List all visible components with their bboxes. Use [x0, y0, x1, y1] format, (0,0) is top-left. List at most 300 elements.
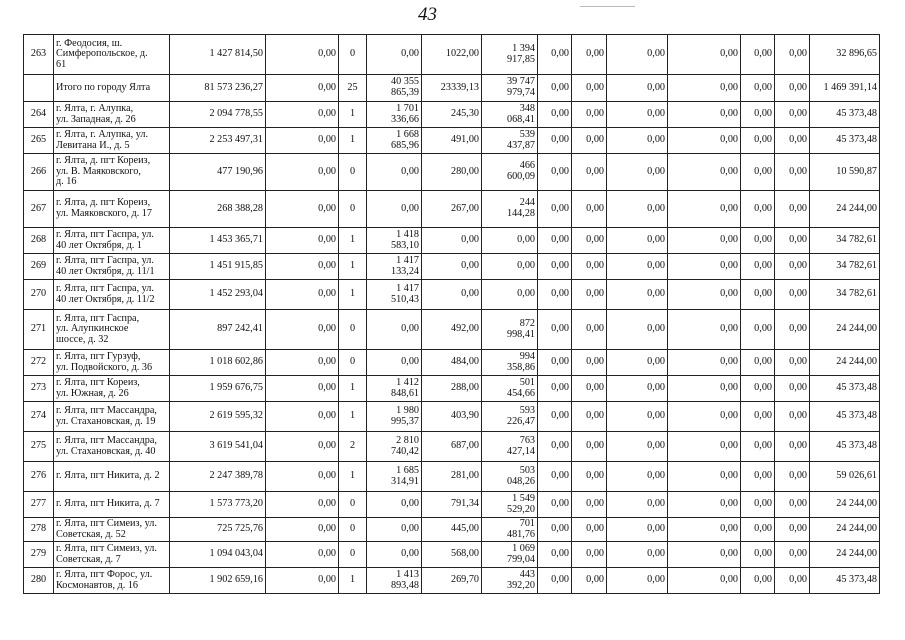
- value-cell: [538, 492, 572, 518]
- value-cell-text: 0,00: [754, 323, 772, 335]
- table-row: [24, 350, 880, 376]
- value-cell-text: 0,00: [647, 288, 665, 300]
- table-row: [24, 518, 880, 542]
- value-cell: [266, 402, 339, 432]
- value-cell: [367, 191, 422, 228]
- value-cell-text: 0,00: [754, 81, 772, 93]
- value-cell: [607, 402, 668, 432]
- value-cell-text: 1 685 314,91: [390, 464, 419, 487]
- table-row: [24, 568, 880, 594]
- row-number: [24, 128, 54, 154]
- count-cell: [339, 35, 367, 75]
- value-cell-text: 0,00: [517, 234, 535, 246]
- value-cell-text: 24 244,00: [836, 498, 877, 510]
- value-cell-text: 0,00: [789, 470, 807, 482]
- address-cell: [54, 492, 170, 518]
- value-cell: [775, 350, 810, 376]
- value-cell: [422, 462, 482, 492]
- count-cell: [339, 492, 367, 518]
- value-cell: [482, 376, 538, 402]
- subtotal-row: [24, 75, 880, 102]
- value-cell-text: 24 244,00: [836, 202, 877, 214]
- count-cell-text: 2: [349, 440, 356, 452]
- value-cell: [367, 492, 422, 518]
- value-cell-text: 0,00: [789, 165, 807, 177]
- value-cell: [810, 350, 880, 376]
- value-cell: [266, 228, 339, 254]
- value-cell-text: 0,00: [586, 81, 604, 93]
- value-cell-text: 0,00: [789, 202, 807, 214]
- value-cell-text: 0,00: [586, 548, 604, 560]
- value-cell: [538, 35, 572, 75]
- value-cell: [741, 254, 775, 280]
- value-cell-text: 0,00: [461, 234, 479, 246]
- total-amount-cell: [170, 191, 266, 228]
- value-cell: [668, 518, 741, 542]
- value-cell: [572, 75, 607, 102]
- count-cell-text: 1: [349, 234, 356, 246]
- count-cell-text: 1: [349, 134, 356, 146]
- address-cell-text: г. Ялта, пгт Кореиз, ул. Южная, д. 26: [56, 376, 140, 399]
- value-cell: [572, 432, 607, 462]
- count-cell-text: 1: [349, 382, 356, 394]
- value-cell: [367, 228, 422, 254]
- value-cell-text: 0,00: [551, 323, 569, 335]
- row-number: [24, 75, 54, 102]
- value-cell-text: 0,00: [401, 356, 419, 368]
- value-cell: [538, 350, 572, 376]
- address-cell-text: г. Феодосия, ш. Симферопольское, д. 61: [56, 37, 148, 70]
- value-cell: [810, 191, 880, 228]
- value-cell: [422, 350, 482, 376]
- value-cell-text: 0,00: [720, 498, 738, 510]
- value-cell: [572, 492, 607, 518]
- value-cell-text: 0,00: [318, 134, 336, 146]
- value-cell-text: 0,00: [517, 288, 535, 300]
- value-cell: [422, 568, 482, 594]
- total-amount-cell-text: 2 247 389,78: [209, 470, 263, 482]
- value-cell-text: 0,00: [754, 574, 772, 586]
- value-cell: [367, 254, 422, 280]
- total-amount-cell: [170, 402, 266, 432]
- value-cell: [482, 432, 538, 462]
- count-cell: [339, 102, 367, 128]
- value-cell: [482, 492, 538, 518]
- value-cell-text: 0,00: [586, 523, 604, 535]
- row-number-text: 263: [30, 48, 47, 60]
- value-cell-text: 0,00: [720, 410, 738, 422]
- total-amount-cell-text: 725 725,76: [217, 523, 263, 535]
- value-cell-text: 45 373,48: [836, 134, 877, 146]
- value-cell-text: 348 068,41: [506, 102, 535, 125]
- value-cell-text: 0,00: [318, 48, 336, 60]
- value-cell-text: 0,00: [461, 260, 479, 272]
- value-cell: [775, 191, 810, 228]
- value-cell-text: 0,00: [401, 523, 419, 535]
- value-cell: [572, 228, 607, 254]
- value-cell: [741, 462, 775, 492]
- value-cell: [607, 280, 668, 310]
- address-cell: [54, 102, 170, 128]
- value-cell: [367, 75, 422, 102]
- value-cell-text: 1 069 799,04: [506, 542, 535, 565]
- row-number: [24, 376, 54, 402]
- row-number: [24, 280, 54, 310]
- value-cell-text: 0,00: [551, 48, 569, 60]
- value-cell: [607, 310, 668, 350]
- value-cell: [775, 492, 810, 518]
- value-cell-text: 0,00: [318, 498, 336, 510]
- address-cell: [54, 462, 170, 492]
- value-cell-text: 2 810 740,42: [390, 434, 419, 457]
- value-cell: [266, 376, 339, 402]
- value-cell-text: 1 469 391,14: [823, 81, 877, 93]
- total-amount-cell-text: 1 427 814,50: [209, 48, 263, 60]
- address-cell-text: г. Ялта, д. пгт Кореиз, ул. Маяковского, д. 17: [56, 197, 152, 219]
- value-cell-text: 23339,13: [440, 81, 479, 93]
- row-number-text: 276: [30, 470, 47, 482]
- value-cell: [367, 462, 422, 492]
- value-cell: [422, 432, 482, 462]
- total-amount-cell: [170, 128, 266, 154]
- value-cell-text: 0,00: [551, 574, 569, 586]
- value-cell: [538, 432, 572, 462]
- value-cell-text: 0,00: [551, 356, 569, 368]
- total-amount-cell: [170, 432, 266, 462]
- value-cell: [482, 154, 538, 191]
- count-cell: [339, 568, 367, 594]
- value-cell-text: 791,34: [450, 498, 479, 510]
- value-cell-text: 0,00: [754, 523, 772, 535]
- value-cell: [538, 568, 572, 594]
- total-amount-cell-text: 1 451 915,85: [209, 260, 263, 272]
- value-cell-text: 45 373,48: [836, 382, 877, 394]
- value-cell: [668, 191, 741, 228]
- value-cell: [572, 462, 607, 492]
- count-cell-text: 1: [349, 108, 356, 120]
- row-number: [24, 462, 54, 492]
- address-cell-text: г. Ялта, пгт Симеиз, ул. Советская, д. 7: [56, 542, 157, 565]
- value-cell: [741, 402, 775, 432]
- value-cell-text: 0,00: [720, 234, 738, 246]
- value-cell: [810, 102, 880, 128]
- total-amount-cell: [170, 102, 266, 128]
- value-cell-text: 0,00: [720, 523, 738, 535]
- row-number: [24, 102, 54, 128]
- value-cell: [538, 518, 572, 542]
- value-cell: [607, 376, 668, 402]
- value-cell: [538, 376, 572, 402]
- total-amount-cell-text: 1 094 043,04: [209, 548, 263, 560]
- count-cell: [339, 350, 367, 376]
- value-cell-text: 701 481,76: [506, 517, 535, 540]
- count-cell-text: 1: [349, 410, 356, 422]
- value-cell: [810, 402, 880, 432]
- value-cell: [810, 518, 880, 542]
- value-cell-text: 0,00: [586, 234, 604, 246]
- value-cell: [572, 518, 607, 542]
- register-table: [23, 34, 880, 594]
- value-cell: [572, 128, 607, 154]
- value-cell: [810, 462, 880, 492]
- value-cell-text: 0,00: [551, 410, 569, 422]
- value-cell: [775, 254, 810, 280]
- value-cell: [810, 128, 880, 154]
- value-cell-text: 0,00: [586, 108, 604, 120]
- value-cell: [367, 102, 422, 128]
- value-cell-text: 0,00: [647, 202, 665, 214]
- value-cell: [367, 402, 422, 432]
- value-cell-text: 484,00: [450, 356, 479, 368]
- value-cell-text: 10 590,87: [836, 165, 877, 177]
- count-cell-text: 0: [349, 165, 356, 177]
- value-cell: [607, 462, 668, 492]
- row-number-text: 265: [30, 134, 47, 146]
- count-cell-text: 0: [349, 548, 356, 560]
- value-cell: [367, 35, 422, 75]
- value-cell-text: 539 437,87: [506, 128, 535, 151]
- value-cell-text: 0,00: [318, 108, 336, 120]
- address-cell-text: г. Ялта, пгт Симеиз, ул. Советская, д. 52: [56, 517, 157, 540]
- total-amount-cell-text: 477 190,96: [217, 165, 263, 177]
- value-cell-text: 0,00: [318, 548, 336, 560]
- value-cell-text: 0,00: [586, 165, 604, 177]
- value-cell-text: 0,00: [789, 260, 807, 272]
- value-cell: [422, 310, 482, 350]
- value-cell: [367, 280, 422, 310]
- row-number-text: 273: [30, 382, 47, 394]
- address-cell: [54, 254, 170, 280]
- count-cell-text: 25: [347, 81, 358, 93]
- address-cell-text: Итого по городу Ялта: [56, 81, 151, 93]
- value-cell: [810, 154, 880, 191]
- header-rule: [580, 6, 635, 7]
- address-cell-text: г. Ялта, пгт Гаспра, ул. 40 лет Октября, д. 11/2: [56, 282, 155, 305]
- value-cell-text: 491,00: [450, 134, 479, 146]
- row-number-text: 268: [30, 234, 47, 246]
- count-cell: [339, 310, 367, 350]
- address-cell: [54, 518, 170, 542]
- value-cell-text: 0,00: [586, 202, 604, 214]
- count-cell: [339, 518, 367, 542]
- value-cell: [538, 254, 572, 280]
- value-cell: [775, 542, 810, 568]
- address-cell-text: г. Ялта, пгт Массандра, ул. Стахановская, д. 40: [56, 434, 157, 457]
- total-amount-cell-text: 897 242,41: [217, 323, 263, 335]
- value-cell-text: 0,00: [318, 165, 336, 177]
- value-cell-text: 0,00: [789, 134, 807, 146]
- value-cell: [266, 432, 339, 462]
- value-cell-text: 0,00: [318, 202, 336, 214]
- total-amount-cell: [170, 280, 266, 310]
- value-cell-text: 0,00: [586, 323, 604, 335]
- value-cell-text: 0,00: [318, 382, 336, 394]
- value-cell: [668, 376, 741, 402]
- address-cell-text: г. Ялта, пгт Никита, д. 7: [56, 498, 160, 510]
- value-cell-text: 0,00: [551, 134, 569, 146]
- row-number-text: 264: [30, 108, 47, 120]
- value-cell-text: 0,00: [754, 165, 772, 177]
- total-amount-cell: [170, 35, 266, 75]
- value-cell-text: 1 417 510,43: [390, 282, 419, 305]
- value-cell-text: 0,00: [789, 234, 807, 246]
- value-cell: [538, 228, 572, 254]
- value-cell: [775, 35, 810, 75]
- value-cell-text: 0,00: [720, 165, 738, 177]
- total-amount-cell: [170, 518, 266, 542]
- value-cell: [668, 432, 741, 462]
- value-cell: [607, 191, 668, 228]
- count-cell: [339, 228, 367, 254]
- value-cell-text: 1 413 893,48: [390, 568, 419, 591]
- value-cell-text: 1 980 995,37: [390, 404, 419, 427]
- value-cell-text: 0,00: [647, 410, 665, 422]
- value-cell-text: 0,00: [586, 288, 604, 300]
- value-cell-text: 0,00: [720, 288, 738, 300]
- value-cell-text: 0,00: [647, 440, 665, 452]
- address-cell: [54, 154, 170, 191]
- count-cell-text: 1: [349, 470, 356, 482]
- row-number: [24, 432, 54, 462]
- table-row: [24, 376, 880, 402]
- value-cell-text: 0,00: [754, 134, 772, 146]
- row-number: [24, 542, 54, 568]
- table-row: [24, 35, 880, 75]
- value-cell-text: 245,30: [450, 108, 479, 120]
- value-cell: [607, 518, 668, 542]
- address-cell-text: г. Ялта, пгт Массандра, ул. Стахановская, д. 19: [56, 404, 157, 427]
- value-cell-text: 0,00: [754, 202, 772, 214]
- value-cell-text: 0,00: [461, 288, 479, 300]
- row-number: [24, 191, 54, 228]
- value-cell-text: 281,00: [450, 470, 479, 482]
- value-cell-text: 1 701 336,66: [390, 102, 419, 125]
- value-cell: [810, 254, 880, 280]
- value-cell: [538, 542, 572, 568]
- count-cell: [339, 462, 367, 492]
- value-cell-text: 0,00: [754, 234, 772, 246]
- value-cell: [668, 35, 741, 75]
- value-cell: [668, 350, 741, 376]
- total-amount-cell-text: 3 619 541,04: [209, 440, 263, 452]
- address-cell: [54, 191, 170, 228]
- value-cell-text: 0,00: [551, 288, 569, 300]
- row-number-text: 269: [30, 260, 47, 272]
- value-cell: [741, 350, 775, 376]
- count-cell-text: 0: [349, 202, 356, 214]
- value-cell: [668, 542, 741, 568]
- value-cell: [607, 102, 668, 128]
- value-cell-text: 0,00: [720, 134, 738, 146]
- value-cell-text: 443 392,20: [506, 568, 535, 591]
- value-cell-text: 39 747 979,74: [506, 76, 535, 98]
- value-cell: [741, 154, 775, 191]
- value-cell-text: 24 244,00: [836, 548, 877, 560]
- value-cell: [422, 542, 482, 568]
- value-cell-text: 0,00: [754, 470, 772, 482]
- value-cell: [810, 280, 880, 310]
- value-cell-text: 0,00: [551, 165, 569, 177]
- value-cell-text: 45 373,48: [836, 574, 877, 586]
- value-cell-text: 0,00: [754, 498, 772, 510]
- value-cell-text: 24 244,00: [836, 356, 877, 368]
- value-cell: [572, 376, 607, 402]
- total-amount-cell-text: 2 094 778,55: [209, 108, 263, 120]
- value-cell-text: 0,00: [647, 134, 665, 146]
- count-cell: [339, 254, 367, 280]
- value-cell-text: 0,00: [586, 356, 604, 368]
- value-cell-text: 0,00: [551, 470, 569, 482]
- value-cell-text: 0,00: [720, 470, 738, 482]
- count-cell-text: 0: [349, 523, 356, 535]
- row-number: [24, 402, 54, 432]
- value-cell: [775, 128, 810, 154]
- row-number-text: 274: [30, 410, 47, 422]
- value-cell: [538, 75, 572, 102]
- value-cell: [482, 462, 538, 492]
- value-cell: [741, 128, 775, 154]
- value-cell-text: 0,00: [789, 48, 807, 60]
- total-amount-cell-text: 1 902 659,16: [209, 574, 263, 586]
- value-cell-text: 0,00: [647, 523, 665, 535]
- table-row: [24, 254, 880, 280]
- value-cell-text: 0,00: [754, 108, 772, 120]
- table-row: [24, 191, 880, 228]
- count-cell-text: 0: [349, 356, 356, 368]
- value-cell: [422, 492, 482, 518]
- row-number: [24, 35, 54, 75]
- value-cell-text: 0,00: [789, 356, 807, 368]
- table-row: [24, 228, 880, 254]
- value-cell-text: 0,00: [789, 523, 807, 535]
- value-cell-text: 0,00: [754, 410, 772, 422]
- row-number-text: 271: [30, 323, 47, 335]
- total-amount-cell-text: 268 388,28: [217, 202, 263, 214]
- value-cell: [775, 568, 810, 594]
- value-cell: [482, 542, 538, 568]
- value-cell: [422, 280, 482, 310]
- value-cell: [775, 376, 810, 402]
- value-cell-text: 0,00: [720, 323, 738, 335]
- value-cell-text: 0,00: [401, 202, 419, 214]
- value-cell-text: 0,00: [401, 323, 419, 335]
- value-cell: [266, 310, 339, 350]
- address-cell: [54, 568, 170, 594]
- address-cell-text: г. Ялта, пгт Гурзуф, ул. Подвойского, д. 36: [56, 350, 153, 373]
- value-cell: [572, 254, 607, 280]
- value-cell: [741, 518, 775, 542]
- value-cell: [422, 102, 482, 128]
- total-amount-cell: [170, 376, 266, 402]
- value-cell: [775, 102, 810, 128]
- value-cell-text: 0,00: [647, 260, 665, 272]
- row-number: [24, 228, 54, 254]
- value-cell: [741, 432, 775, 462]
- count-cell: [339, 376, 367, 402]
- table-row: [24, 402, 880, 432]
- total-amount-cell-text: 1 453 365,71: [209, 234, 263, 246]
- value-cell-text: 0,00: [517, 260, 535, 272]
- value-cell: [741, 228, 775, 254]
- value-cell-text: 0,00: [789, 574, 807, 586]
- value-cell: [266, 492, 339, 518]
- value-cell: [367, 310, 422, 350]
- value-cell-text: 40 355 865,39: [390, 76, 419, 98]
- total-amount-cell: [170, 254, 266, 280]
- count-cell-text: 0: [349, 498, 356, 510]
- row-number: [24, 154, 54, 191]
- value-cell: [668, 310, 741, 350]
